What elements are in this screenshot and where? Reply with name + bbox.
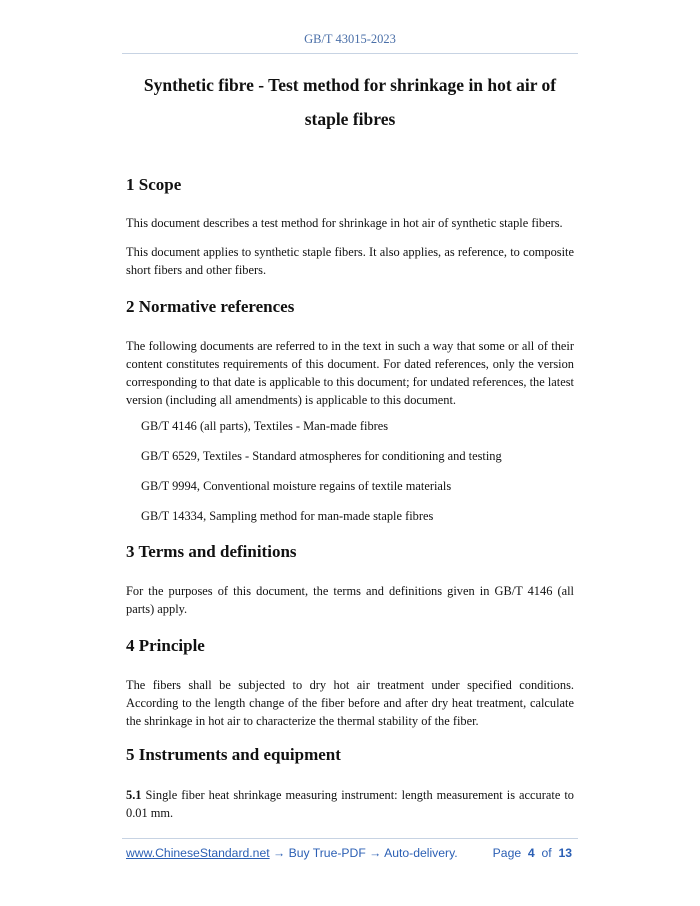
terms-paragraph: For the purposes of this document, the terms and definitions given in GB/T 4146 (all parts) apply.	[126, 584, 574, 616]
heading-instruments-equipment: 5 Instruments and equipment	[126, 745, 341, 764]
heading-scope: 1 Scope	[126, 175, 182, 194]
clause-text: Single fiber heat shrinkage measuring instrument: length measurement is accurate to 0.01 mm.	[126, 788, 574, 820]
footer-divider	[122, 838, 578, 839]
document-title-line-1: Synthetic fibre - Test method for shrinkage in hot air of	[143, 75, 557, 95]
reference-item: GB/T 9994, Conventional moisture regains of textile materials	[141, 479, 452, 493]
reference-item: GB/T 4146 (all parts), Textiles - Man-made fibres	[141, 419, 389, 433]
scope-paragraph-1: This document describes a test method for shrinkage in hot air of synthetic staple fibers.	[126, 216, 563, 230]
heading-normative-references: 2 Normative references	[126, 297, 295, 316]
principle-paragraph: The fibers shall be subjected to dry hot air treatment under specified conditions. According to the length change of the fiber before and after dry heat treatment, calculate the shrinkage in hot air to characterize the thermal stability of the fiber.	[126, 678, 574, 728]
page-current: 4	[527, 846, 535, 860]
heading-terms-definitions: 3 Terms and definitions	[126, 542, 297, 561]
normative-paragraph: The following documents are referred to in the text in such a way that some or all of their content constitutes requirements of this document. For dated references, only the version corresponding to that date is applicable to this document; for undated references, the latest version (including all amendments) is applicable to this document.	[126, 339, 574, 407]
scope-paragraph-2: This document applies to synthetic staple fibers. It also applies, as reference, to composite short fibers and other fibers.	[126, 245, 574, 277]
header-standard-code: GB/T 43015-2023	[304, 32, 396, 46]
page-total: 13	[558, 846, 572, 860]
reference-item: GB/T 6529, Textiles - Standard atmospheres for conditioning and testing	[141, 449, 502, 463]
reference-item: GB/T 14334, Sampling method for man-made staple fibres	[141, 509, 434, 523]
clause-number: 5.1	[126, 788, 142, 802]
page-indicator	[493, 846, 572, 860]
footer-promo	[126, 846, 458, 860]
footer-site-link[interactable]: www.ChineseStandard.net	[126, 846, 270, 860]
page-label: Page	[492, 846, 522, 860]
heading-principle: 4 Principle	[126, 636, 205, 655]
footer-promo-text: → Buy True-PDF → Auto-delivery.	[269, 846, 458, 860]
header-divider	[122, 53, 578, 54]
clause-5-1	[126, 786, 574, 822]
document-title-line-2: staple fibres	[304, 109, 396, 129]
page-of: of	[541, 846, 552, 860]
